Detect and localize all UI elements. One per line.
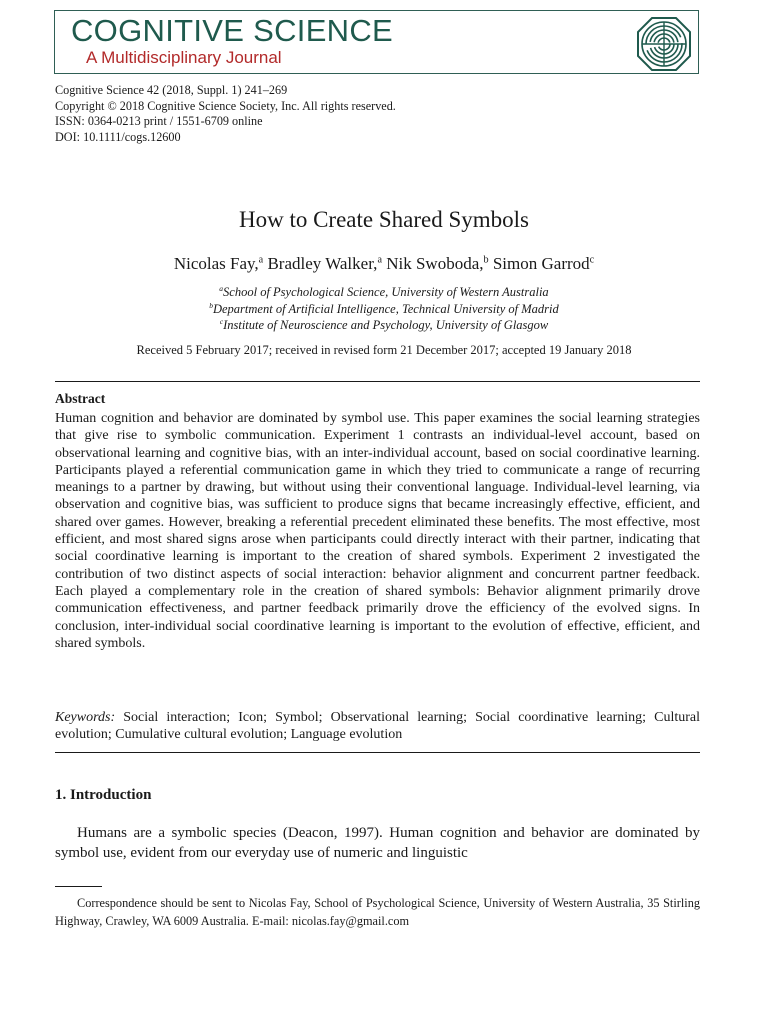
affiliation-list [0,284,768,334]
abstract-heading: Abstract [55,391,106,406]
author-affiliation-mark: b [483,254,489,266]
author-affiliation-mark: c [589,254,595,266]
keywords [55,709,700,744]
affiliation-text: School of Psychological Science, University of Western Australia [223,285,549,299]
author-name: Bradley Walker, [267,254,378,273]
author-affiliation-mark: a [258,254,264,266]
citation-block [55,83,396,145]
labyrinth-logo-icon [636,16,692,72]
affiliation [0,317,768,334]
doi-line: DOI: 10.1111/cogs.12600 [55,129,181,144]
affiliation-text: Department of Artificial Intelligence, Technical University of Madrid [212,301,559,316]
section-heading-introduction: 1. Introduction [55,787,152,803]
affiliation-text: Institute of Neuroscience and Psychology, University of Glasgow [223,318,549,332]
issn-line: ISSN: 0364-0213 print / 1551-6709 online [55,114,263,128]
affiliation [0,284,768,301]
footnote-rule [55,886,102,887]
introduction-text: Humans are a symbolic species (Deacon, 1997). Human cognition and behavior are dominated by symbol use, evident from our everyday use of numeric and linguistic [55,825,700,861]
paper-title: How to Create Shared Symbols [238,207,529,232]
keywords-text: Social interaction; Icon; Symbol; Observational learning; Social coordinative learning; Cultural evolution; Cumulative cultural evolution; Language evolution [55,710,701,743]
journal-banner [54,10,699,74]
journal-subtitle: A Multidisciplinary Journal [86,48,282,67]
author-affiliation-mark: a [377,254,382,266]
author-name: Nicolas Fay, [173,254,259,273]
author-name: Nik Swoboda, [386,254,484,273]
affiliation-mark: b [209,300,213,310]
abstract-top-rule [55,381,700,382]
affiliation-mark: c [219,316,224,326]
copyright-line: Copyright © 2018 Cognitive Science Society, Inc. All rights reserved. [55,98,396,113]
abstract-bottom-rule [55,752,700,753]
received-dates: Received 5 February 2017; received in revised form 21 December 2017; accepted 19 January 2018 [136,343,632,357]
affiliation-mark: a [219,283,224,293]
abstract-text: Human cognition and behavior are dominated by symbol use. This paper examines the social learning strategies that give rise to symbolic communication. Experiment 1 contrasts an individual-level account, based on observational learning and cognitive bias, with an inter-individual account, based on social coordinative learning. Participants played a referential communication game in which they tried to communicate a range of recurring meanings to a partner by drawing, but without using their conventional language. Individual-level learning, via observation and cognitive bias, was sufficient to produce signs that became increasingly effective, efficient, and shared over games. However, breaking a referential precedent eliminated these benefits. The most effective, most efficient, and most shared signs arose when participants could directly interact with their partner, indicating that social coordinative learning is important to the creation of shared symbols. Experiment 2 investigated the contribution of two distinct aspects of social interaction: behavior alignment and concurrent partner feedback. Each played a complementary role in the creation of shared symbols: Behavior alignment primarily drove communication effectiveness, and partner feedback primarily drove the efficiency of the evolved signs. In conclusion, inter-individual social coordinative learning is important to the evolution of effective, efficient, and shared symbols. [55,411,700,651]
affiliation [0,301,768,318]
correspondence-footnote: Correspondence should be sent to Nicolas Fay, School of Psychological Science, University of Western Australia, 35 Stirling Highway, Crawley, WA 6009 Australia. E-mail: nicolas.fay@gmail.com [55,896,700,928]
citation-line: Cognitive Science 42 (2018, Suppl. 1) 241–269 [55,83,288,97]
keywords-label: Keywords: [55,710,116,725]
author-list [0,254,768,274]
author-name: Simon Garrod [492,254,590,273]
journal-name: COGNITIVE SCIENCE [71,13,394,48]
